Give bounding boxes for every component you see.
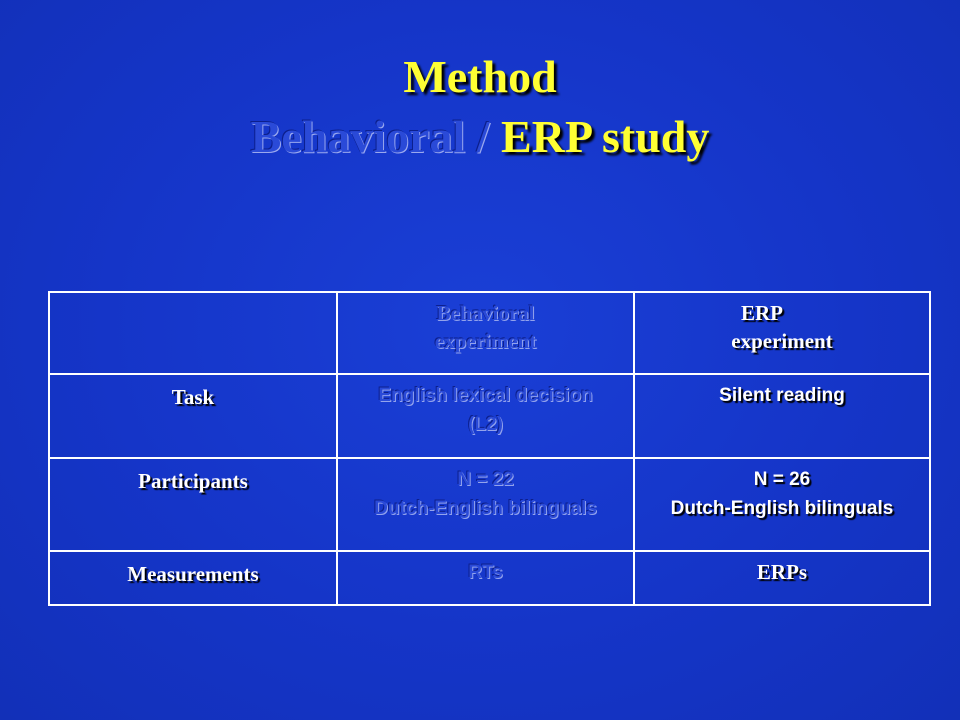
empty-corner-cell: [49, 292, 337, 374]
slide-title: [0, 51, 960, 102]
row-label-task: Task: [49, 374, 337, 458]
participants-behavioral-cell: [337, 458, 634, 551]
title-method: Method: [403, 51, 557, 102]
header-erp-cell: [634, 292, 930, 374]
table-header-row: [49, 292, 930, 374]
measurements-erp-cell: [634, 551, 930, 605]
header-erp-line2: experiment: [731, 329, 833, 353]
task-behavioral-cell: [337, 374, 634, 458]
row-label-participants: Participants: [49, 458, 337, 551]
task-behavioral-line1: English lexical decision: [378, 385, 593, 406]
task-behavioral-line2: (L2): [468, 414, 503, 435]
participants-erp-cell: [634, 458, 930, 551]
table-row: [49, 551, 930, 605]
participants-erp-line2: Dutch-English bilinguals: [670, 498, 894, 519]
participants-behavioral-line1: N = 22: [457, 469, 514, 490]
slide-subtitle: [0, 111, 960, 162]
measurements-behavioral-line1: RTs: [468, 562, 503, 583]
subtitle-erp-study: ERP study: [501, 111, 710, 162]
header-behavioral-line2: experiment: [434, 329, 537, 353]
row-label-measurements: Measurements: [49, 551, 337, 605]
subtitle-behavioral-dimmed: Behavioral /: [250, 111, 502, 162]
measurements-behavioral-cell: [337, 551, 634, 605]
header-erp-line1: ERP: [741, 301, 783, 325]
header-behavioral-cell: [337, 292, 634, 374]
task-erp-line1: Silent reading: [719, 385, 845, 406]
measurements-erp-line1: ERPs: [756, 560, 808, 584]
table-row: [49, 374, 930, 458]
participants-behavioral-line2: Dutch-English bilinguals: [374, 498, 597, 519]
table-row: [49, 458, 930, 551]
method-table: [48, 291, 931, 606]
participants-erp-line1: N = 26: [753, 469, 811, 490]
task-erp-cell: [634, 374, 930, 458]
header-behavioral-line1: Behavioral: [436, 301, 535, 325]
